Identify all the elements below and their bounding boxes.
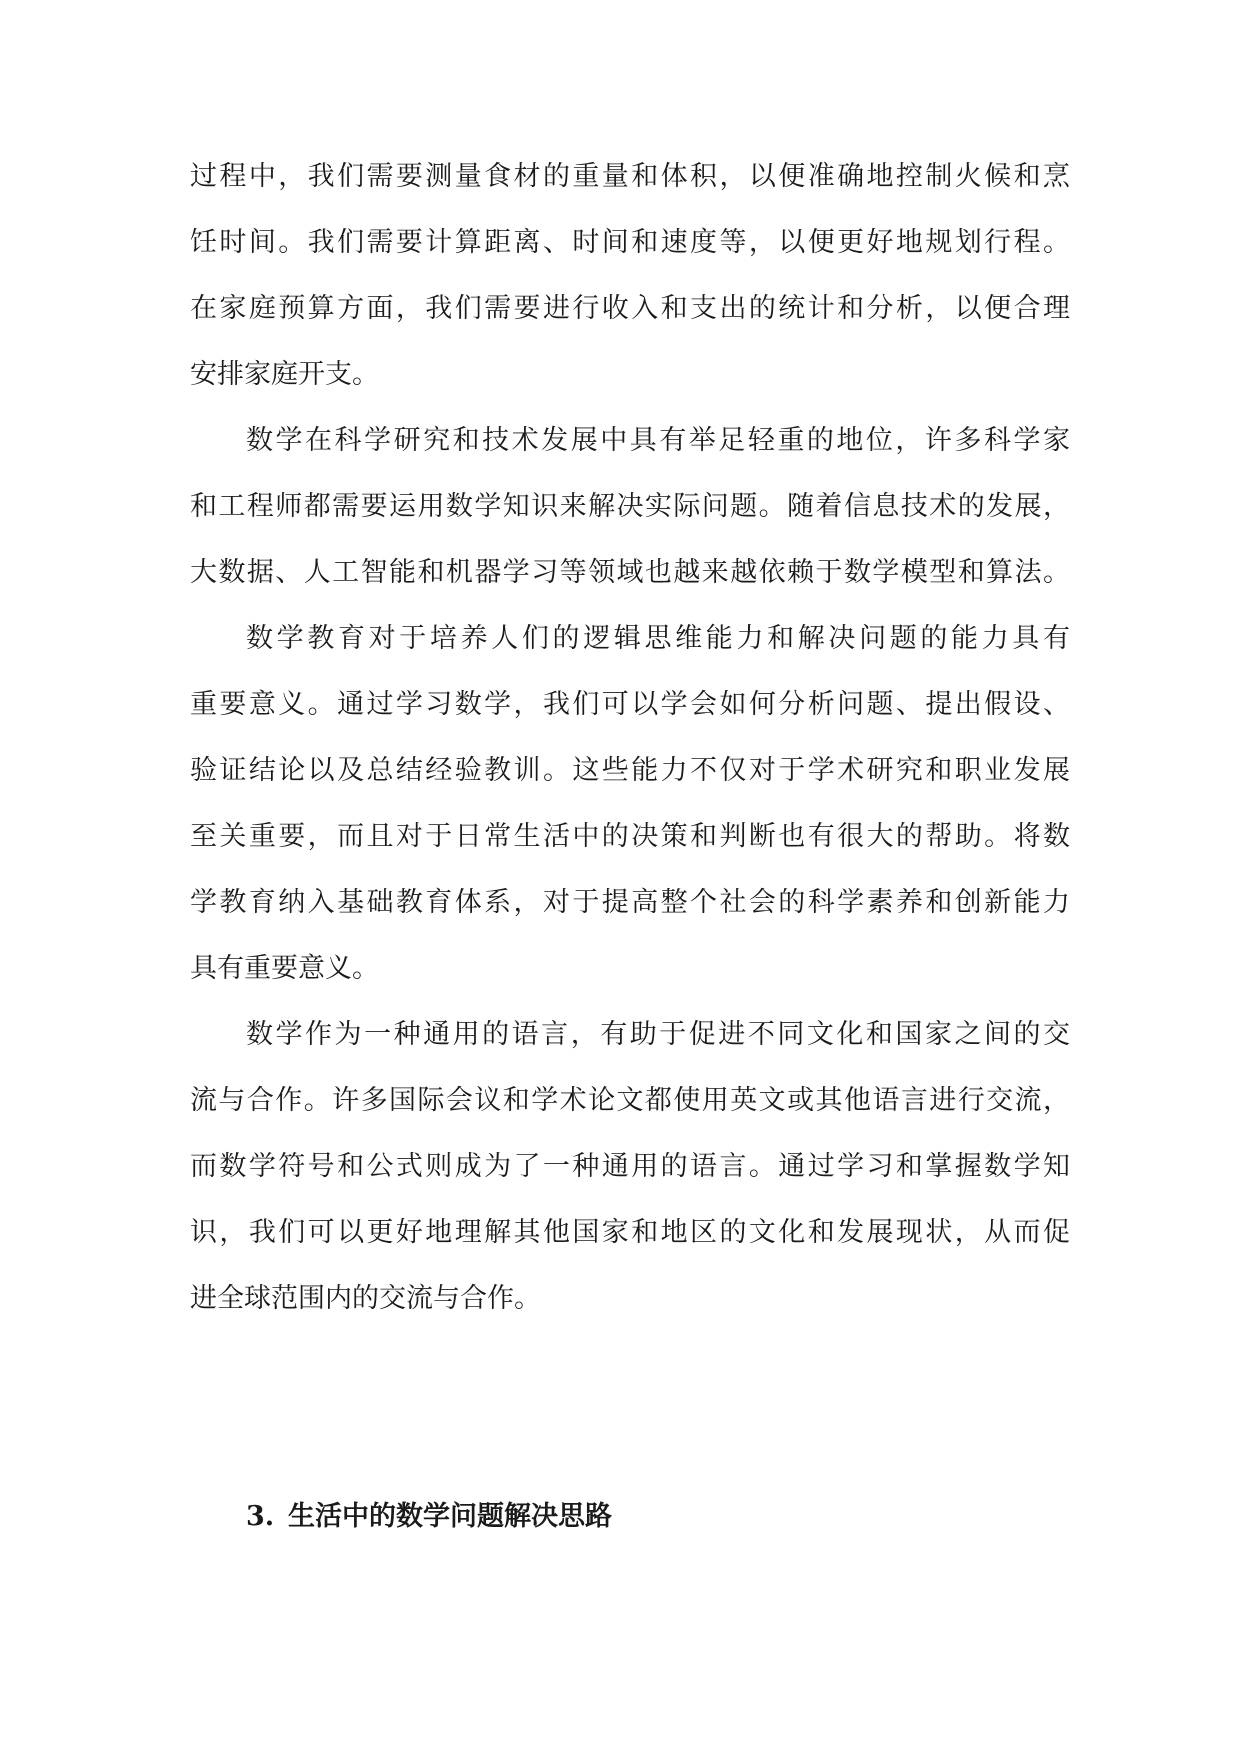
text-line: 数学在科学研究和技术发展中具有举足轻重的地位，许多科学家 [246, 425, 1070, 456]
text-line: 流与合作。许多国际会议和学术论文都使用英文或其他语言进行交流， [190, 1085, 1070, 1116]
text-line: 和工程师都需要运用数学知识来解决实际问题。随着信息技术的发展， [190, 491, 1070, 522]
section-number: 3. [246, 1501, 275, 1532]
text-line: 过程中，我们需要测量食材的重量和体积，以便准确地控制火候和烹 [190, 161, 1070, 192]
text-line: 在家庭预算方面，我们需要进行收入和支出的统计和分析，以便合理 [190, 293, 1070, 324]
text-line: 具有重要意义。 [190, 953, 379, 984]
text-line: 饪时间。我们需要计算距离、时间和速度等，以便更好地规划行程。 [190, 227, 1070, 258]
text-line: 至关重要，而且对于日常生活中的决策和判断也有很大的帮助。将数 [190, 821, 1070, 852]
text-line: 识，我们可以更好地理解其他国家和地区的文化和发展现状，从而促 [190, 1217, 1070, 1248]
text-line: 数学教育对于培养人们的逻辑思维能力和解决问题的能力具有 [246, 623, 1070, 654]
body-text [190, 144, 1070, 1332]
text-line: 数学作为一种通用的语言，有助于促进不同文化和国家之间的交 [246, 1019, 1070, 1050]
text-line: 而数学符号和公式则成为了一种通用的语言。通过学习和掌握数学知 [190, 1151, 1070, 1182]
text-line: 大数据、人工智能和机器学习等领域也越来越依赖于数学模型和算法。 [190, 557, 1070, 588]
paragraph [190, 408, 1070, 606]
text-line: 安排家庭开支。 [190, 359, 379, 390]
paragraph [190, 144, 1070, 408]
paragraph [190, 1002, 1070, 1332]
text-line: 学教育纳入基础教育体系，对于提高整个社会的科学素养和创新能力 [190, 887, 1070, 918]
paragraph [190, 606, 1070, 1002]
text-line: 重要意义。通过学习数学，我们可以学会如何分析问题、提出假设、 [190, 689, 1070, 720]
text-line: 进全球范围内的交流与合作。 [190, 1283, 541, 1314]
section-heading [246, 1484, 612, 1550]
section-title: 生活中的数学问题解决思路 [288, 1501, 612, 1532]
text-line: 验证结论以及总结经验教训。这些能力不仅对于学术研究和职业发展 [190, 755, 1070, 786]
